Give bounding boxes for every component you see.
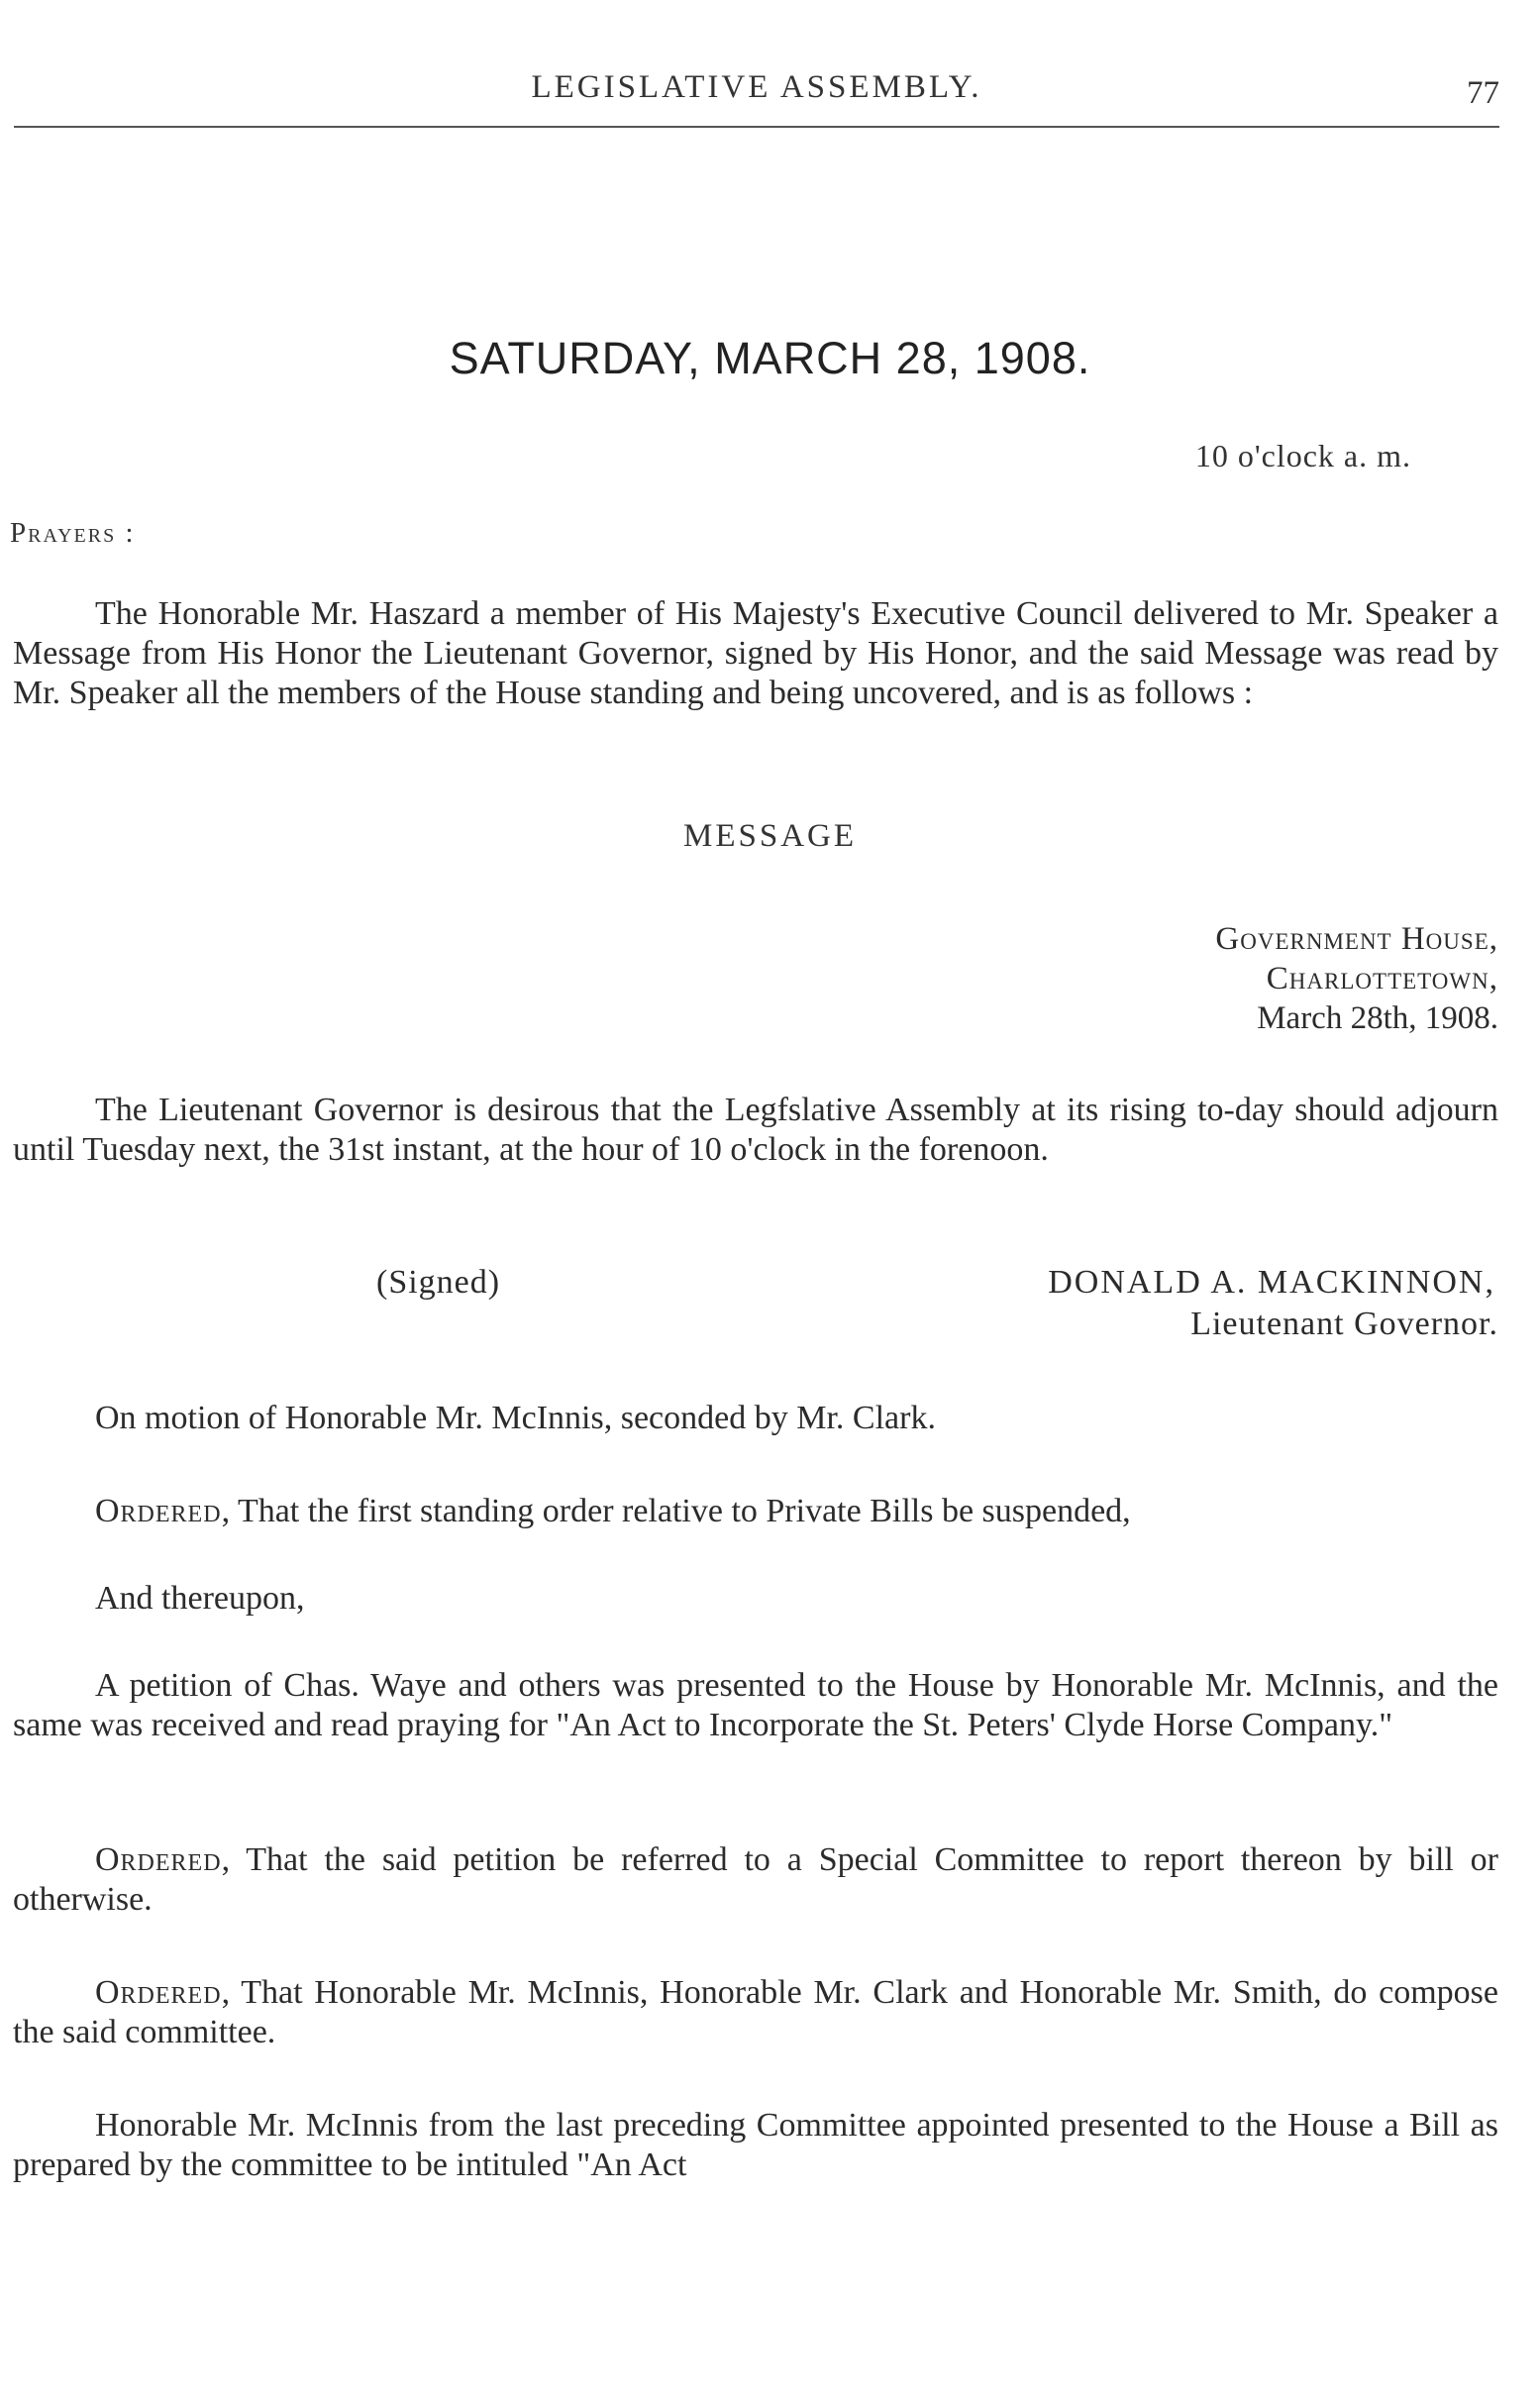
paragraph-message-delivery: The Honorable Mr. Haszard a member of His Majesty's Executive Council delivered to Mr. Speaker a Message from His Honor the Lieutenant Governor, signed by His Honor, and the said Message was read by Mr. Speaker all the members of the House standing and being uncovered, and is as follows : — [13, 595, 1498, 711]
paragraph-message-body: The Lieutenant Governor is desirous that the Legfslative Assembly at its rising to-day should adjourn until Tuesday next, the 31st instant, at the hour of 10 o'clock in the forenoon. — [13, 1092, 1498, 1168]
header-rule — [14, 126, 1499, 128]
paragraph-order-suspend — [13, 1492, 1498, 1531]
address-date: March 28th, 1908. — [1257, 1000, 1498, 1036]
paragraph-motion: On motion of Honorable Mr. McInnis, seconded by Mr. Clark. — [95, 1400, 936, 1436]
paragraph-thereupon: And thereupon, — [95, 1580, 305, 1617]
date-heading: SATURDAY, MARCH 28, 1908. — [449, 333, 1091, 383]
page-number: 77 — [1467, 75, 1499, 111]
address-line-1: Government House, — [1215, 921, 1498, 957]
order-text: , That Honorable Mr. McInnis, Honorable Mr. Clark and Honorable Mr. Smith, do compose the said committee. — [13, 1974, 1498, 2050]
order-text: , That the first standing order relative to Private Bills be suspended, — [221, 1493, 1131, 1529]
paragraph-bill-presented: Honorable Mr. McInnis from the last preceding Committee appointed presented to the House a Bill as prepared by the committee to be intituled "An Act — [13, 2107, 1498, 2183]
signed-label: (Signed) — [376, 1264, 501, 1301]
signer-title: Lieutenant Governor. — [1190, 1306, 1498, 1342]
message-address — [1215, 919, 1498, 1038]
ordered-label: Ordered — [95, 1493, 222, 1529]
paragraph-petition: A petition of Chas. Waye and others was presented to the House by Honorable Mr. McInnis, and the same was received and read praying for "An Act to Incorporate the St. Peters' Clyde Horse Company." — [13, 1667, 1498, 1743]
sitting-time: 10 o'clock a. m. — [1194, 438, 1411, 473]
running-title: LEGISLATIVE ASSEMBLY. — [531, 69, 982, 105]
address-line-2: Charlottetown, — [1266, 961, 1498, 996]
ordered-label: Ordered — [95, 1974, 222, 2011]
paragraph-order-refer — [13, 1840, 1498, 1920]
ordered-label: Ordered — [95, 1841, 222, 1878]
running-header — [14, 69, 1499, 129]
message-heading: MESSAGE — [682, 818, 858, 854]
signer-name: DONALD A. MACKINNON, — [1048, 1264, 1495, 1301]
signature-block — [0, 1264, 1540, 1353]
prayers-label: Prayers : — [10, 517, 136, 549]
order-text: , That the said petition be referred to a Special Committee to report thereon by bill or otherwise. — [13, 1841, 1498, 1918]
paragraph-order-committee — [13, 1973, 1498, 2052]
